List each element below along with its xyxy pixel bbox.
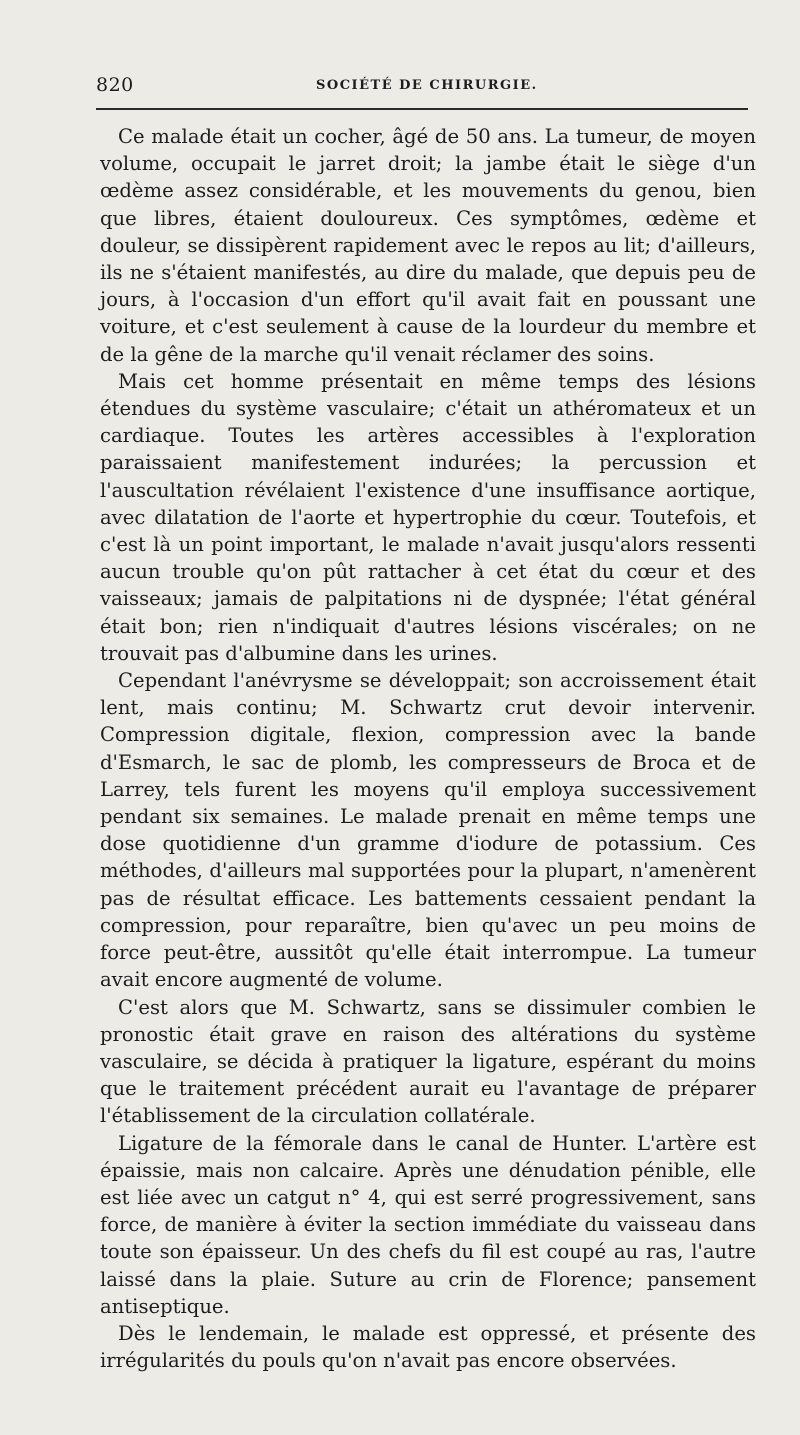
body-text [100, 123, 756, 1374]
page-header [96, 74, 750, 102]
paragraph: Mais cet homme présentait en même temps des lésions étendues du système vasculaire; c'était un athéromateux et un cardiaque. Toutes les artères accessibles à l'exploration paraissaient manifestement indurées; la percussion et l'auscultation révélaient l'existence d'une insuffisance aortique, avec dilatation de l'aorte et hypertrophie du cœur. Toutefois, et c'est là un point important, le malade n'avait jusqu'alors ressenti aucun trouble qu'on pût rattacher à cet état du cœur et des vaisseaux; jamais de palpitations ni de dyspnée; l'état général était bon; rien n'indiquait d'autres lésions viscérales; on ne trouvait pas d'albumine dans les urines. [100, 369, 756, 665]
paragraph: Cependant l'anévrysme se développait; son accroissement était lent, mais continu; M. Schwartz crut devoir intervenir. Compression digitale, flexion, compression avec la bande d'Esmarch, le sac de plomb, les compresseurs de Broca et de Larrey, tels furent les moyens qu'il employa successivement pendant six semaines. Le malade prenait en même temps une dose quotidienne d'un gramme d'iodure de potassium. Ces méthodes, d'ailleurs mal supportées pour la plupart, n'amenèrent pas de résultat efficace. Les battements cessaient pendant la compression, pour reparaître, bien qu'avec un peu moins de force peut-être, aussitôt qu'elle était interrompue. La tumeur avait encore augmenté de volume. [100, 669, 756, 992]
paragraph: C'est alors que M. Schwartz, sans se dissimuler combien le pronostic était grave en raison des altérations du système vasculaire, se décida à pratiquer la ligature, espérant du moins que le traitement précédent aurait eu l'avantage de préparer l'établissement de la circulation collatérale. [100, 995, 756, 1128]
running-title: SOCIÉTÉ DE CHIRURGIE. [316, 78, 538, 93]
header-rule [96, 108, 748, 110]
paragraph: Ligature de la fémorale dans le canal de Hunter. L'artère est épaissie, mais non calcaire. Après une dénudation pénible, elle est liée avec un catgut n° 4, qui est serré progressivement, sans force, de manière à éviter la section immédiate du vaisseau dans toute son épaisseur. Un des chefs du fil est coupé au ras, l'autre laissé dans la plaie. Suture au crin de Florence; pansement antiseptique. [100, 1131, 756, 1318]
paragraph: Dès le lendemain, le malade est oppressé, et présente des irrégularités du pouls qu'on n'avait pas encore observées. [100, 1321, 756, 1373]
paragraph: Ce malade était un cocher, âgé de 50 ans. La tumeur, de moyen volume, occupait le jarret droit; la jambe était le siège d'un œdème assez considérable, et les mouvements du genou, bien que libres, étaient douloureux. Ces symptômes, œdème et douleur, se dissipèrent rapidement avec le repos au lit; d'ailleurs, ils ne s'étaient manifestés, au dire du malade, que depuis peu de jours, à l'occasion d'un effort qu'il avait fait en poussant une voiture, et c'est seulement à cause de la lourdeur du membre et de la gêne de la marche qu'il venait réclamer des soins. [100, 125, 756, 366]
page-number: 820 [96, 74, 134, 96]
